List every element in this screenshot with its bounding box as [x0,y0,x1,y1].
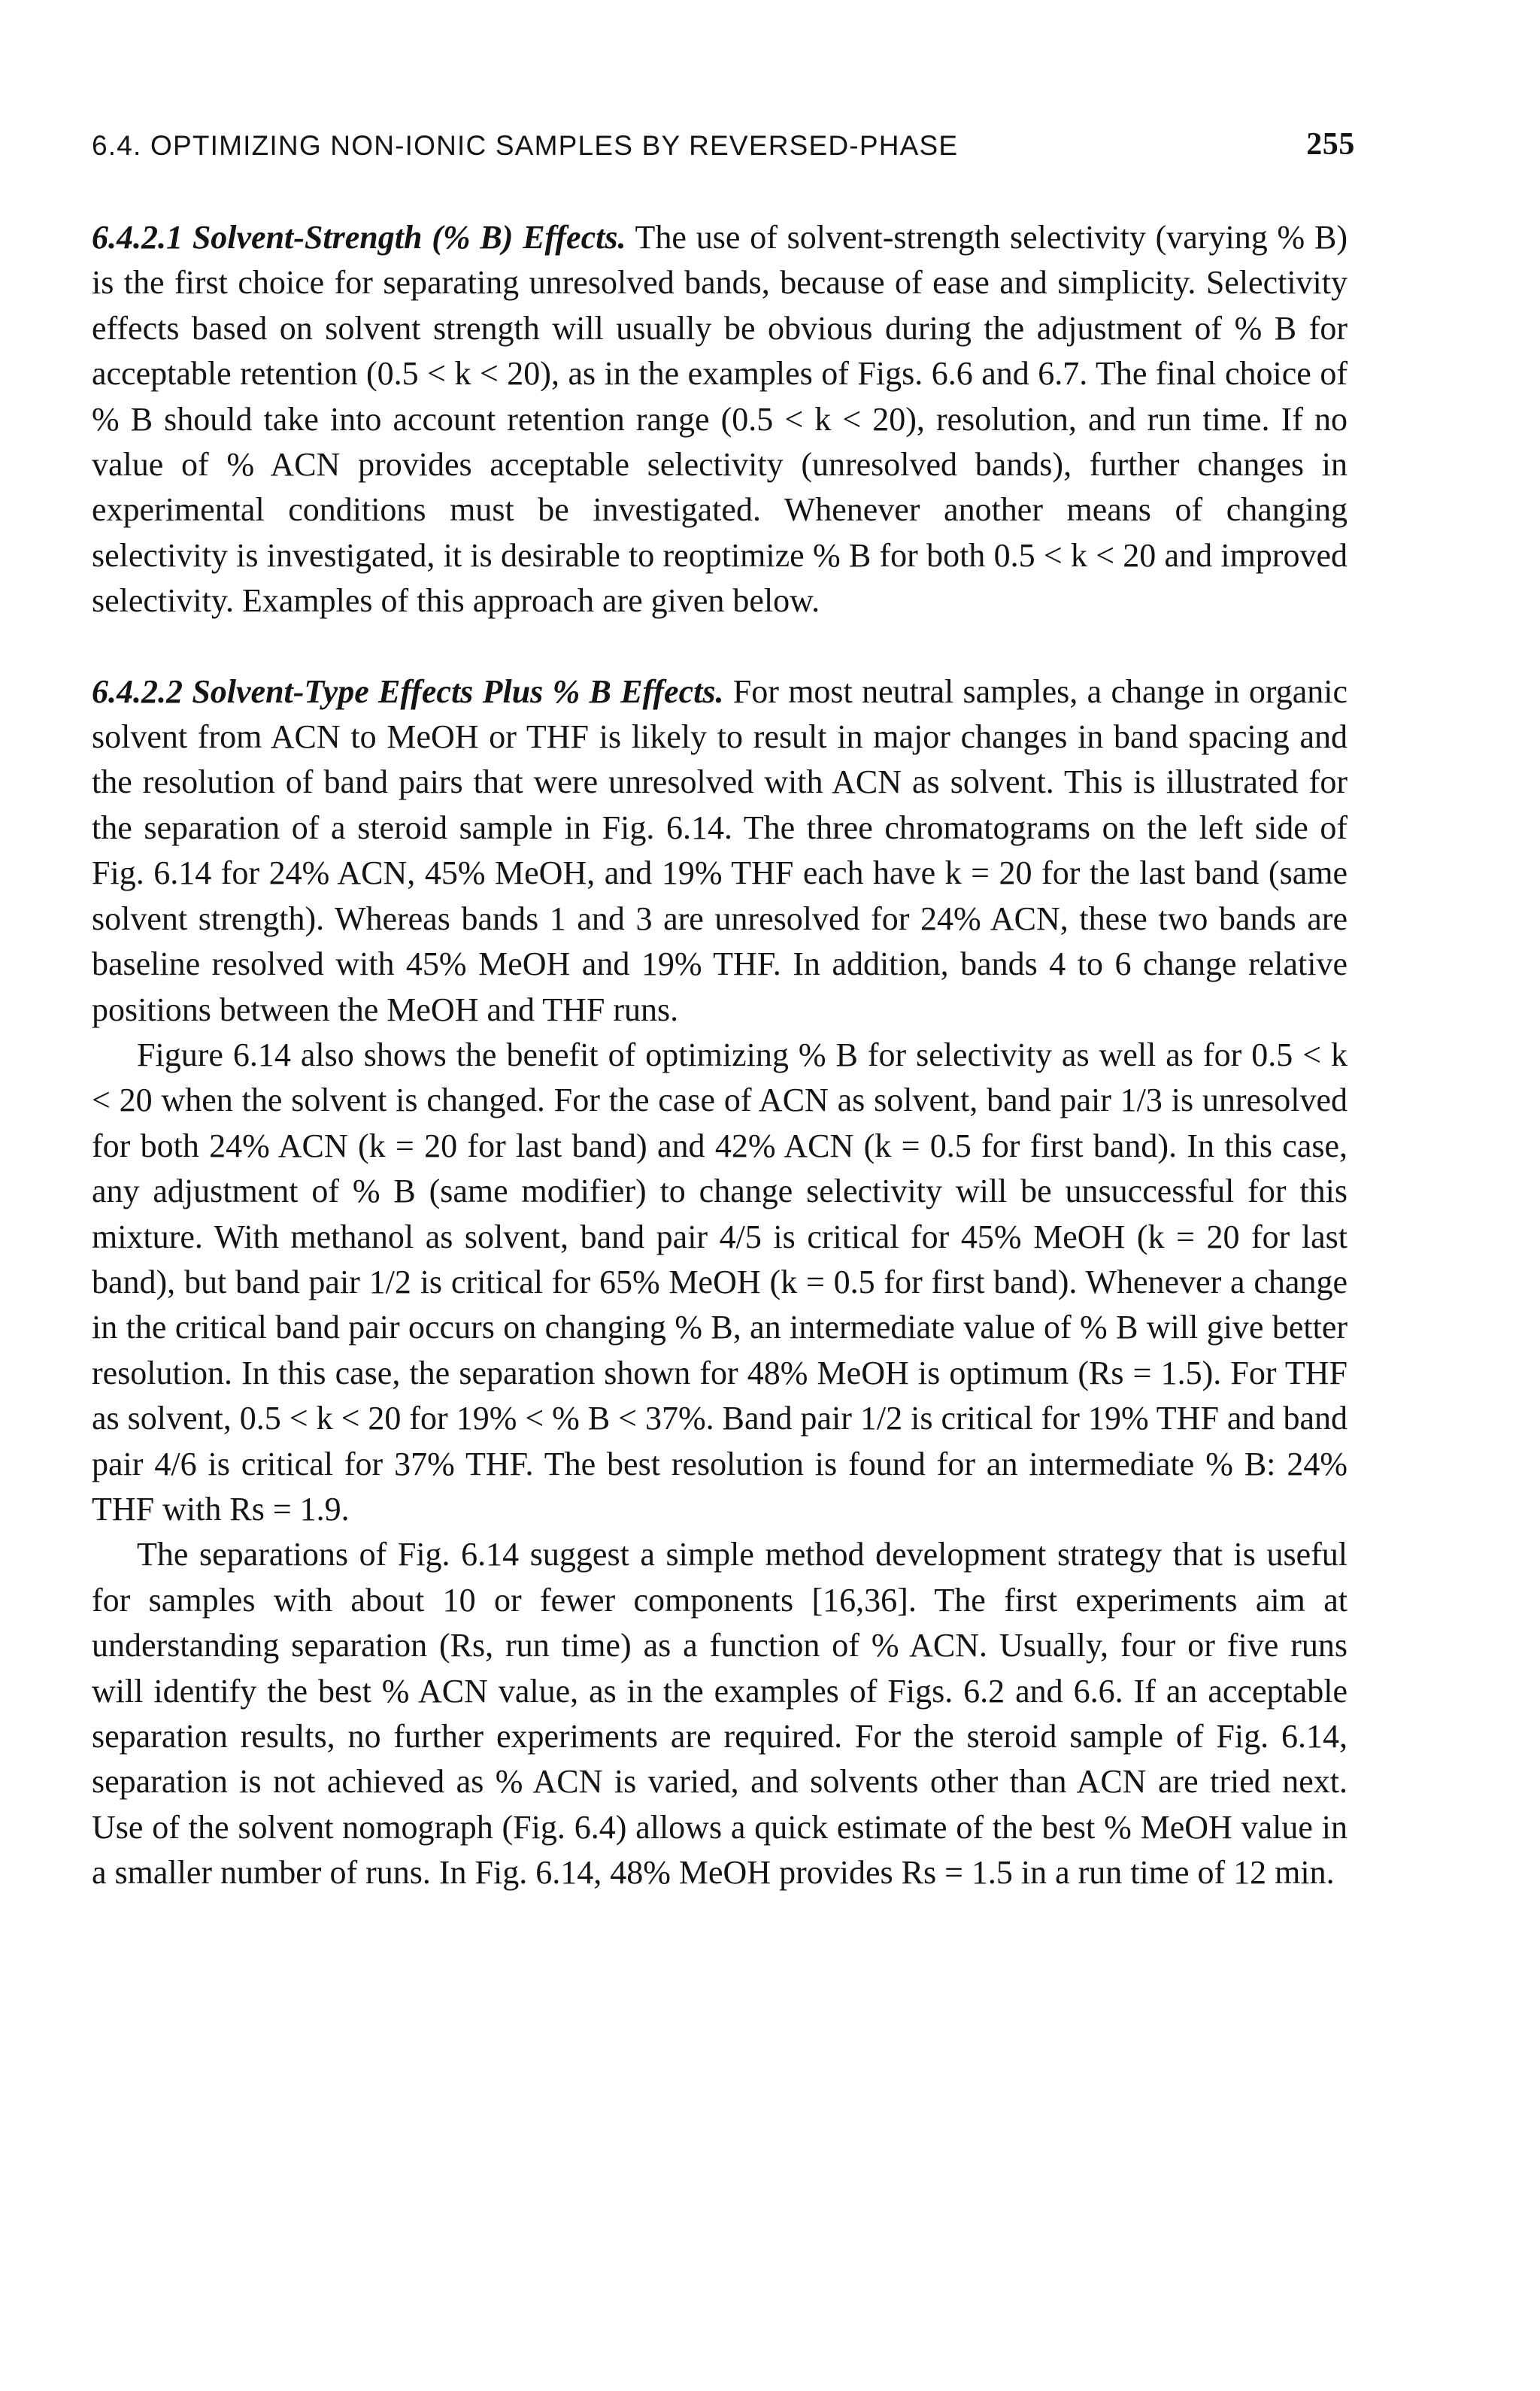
paragraph-text: The use of solvent-strength selectivity (varying % B) is the first choice for separating unresolved bands, because of ease and simplicity. Selectivity effects based on solvent strength will usually be obvious during the adjustment of % B for acceptable retention (0.5 < k < 20), as in the examples of Figs. 6.6 and 6.7. The final choice of % B should take into account retention range (0.5 < k < 20), resolution, and run time. If no value of % ACN provides acceptable selectivity (unresolved bands), further changes in experimental conditions must be investigated. Whenever another means of changing selectivity is investigated, it is desirable to reoptimize % B for both 0.5 < k < 20 and improved selectivity. Examples of this approach are given below. [92,219,1348,620]
body-text [92,215,1348,1941]
paragraph-text: For most neutral samples, a change in organic solvent from ACN to MeOH or THF is likely to result in major changes in band spacing and the resolution of band pairs that were unresolved with ACN as solvent. This is illustrated for the separation of a steroid sample in Fig. 6.14. The three chromatograms on the left side of Fig. 6.14 for 24% ACN, 45% MeOH, and 19% THF each have k = 20 for the last band (same solvent strength). Whereas bands 1 and 3 are unresolved for 24% ACN, these two bands are baseline resolved with 45% MeOH and 19% THF. In addition, bands 4 to 6 change relative positions between the MeOH and THF runs. [92,672,1348,1028]
running-title: 6.4. OPTIMIZING NON-IONIC SAMPLES BY REVERSED-PHASE [92,130,959,161]
page-number: 255 [1306,127,1355,162]
section-solvent-type [92,669,1348,1896]
paragraph [92,669,1348,1033]
paragraph [92,215,1348,624]
subsection-number: 6.4.2.1 [92,219,183,256]
paragraph: Figure 6.14 also shows the benefit of optimizing % B for selectivity as well as for 0.5 < k < 20 when the solvent is changed. For the case of ACN as solvent, band pair 1/3 is unresolved for both 24% ACN (k = 20 for last band) and 42% ACN (k = 0.5 for first band). In this case, any adjustment of % B (same modifier) to change selectivity will be unsuccessful for this mixture. With methanol as solvent, band pair 4/5 is critical for 45% MeOH (k = 20 for last band), but band pair 1/2 is critical for 65% MeOH (k = 0.5 for first band). Whenever a change in the critical band pair occurs on changing % B, an intermediate value of % B will give better resolution. In this case, the separation shown for 48% MeOH is optimum (Rs = 1.5). For THF as solvent, 0.5 < k < 20 for 19% < % B < 37%. Band pair 1/2 is critical for 19% THF and band pair 4/6 is critical for 37% THF. The best resolution is found for an intermediate % B: 24% THF with Rs = 1.9. [92,1036,1348,1528]
subsection-title: Solvent-Type Effects Plus % B Effects. [192,672,724,710]
section-solvent-strength [92,215,1348,624]
subsection-title: Solvent-Strength (% B) Effects. [192,219,626,256]
paragraph: The separations of Fig. 6.14 suggest a simple method development strategy that is useful for samples with about 10 or fewer components [16,36]. The first experiments aim at understanding separation (Rs, run time) as a function of % ACN. Usually, four or five runs will identify the best % ACN value, as in the examples of Figs. 6.2 and 6.6. If an acceptable separation results, no further experiments are required. For the steroid sample of Fig. 6.14, separation is not achieved as % ACN is varied, and solvents other than ACN are tried next. Use of the solvent nomograph (Fig. 6.4) allows a quick estimate of the best % MeOH value in a smaller number of runs. In Fig. 6.14, 48% MeOH provides Rs = 1.5 in a run time of 12 min. [92,1536,1348,1892]
running-head [92,126,1355,162]
subsection-number: 6.4.2.2 [92,672,183,710]
